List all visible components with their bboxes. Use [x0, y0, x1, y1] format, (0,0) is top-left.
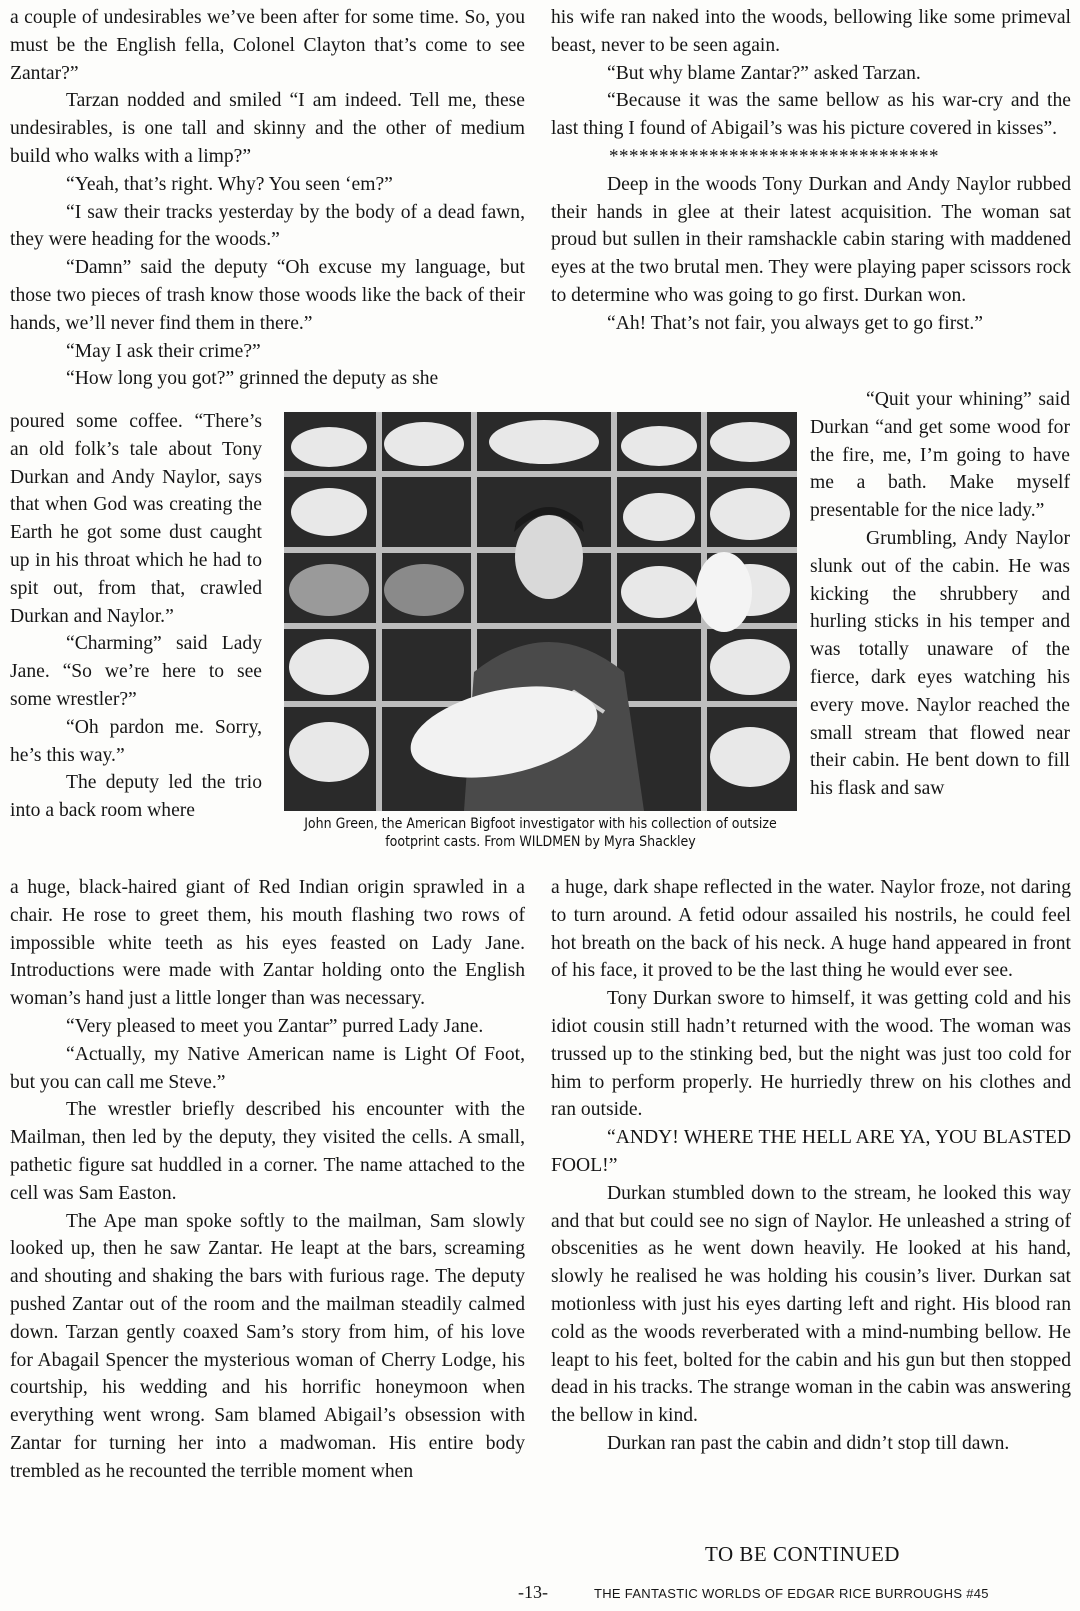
paragraph: Tony Durkan swore to himself, it was getting cold and his idiot cousin still hadn’t returned with the wood. The woman was trussed up to the stinking bed, but the night was just too cold for him to perform properly. He hurriedly threw on his clothes and ran outside.: [551, 988, 1071, 1121]
paragraph: a couple of undesirables we’ve been after for some time. So, you must be the English fella, Colonel Clayton that’s come to see Zantar?”: [10, 7, 525, 84]
right-column-bottom: [551, 874, 1071, 1458]
paragraph: The Ape man spoke softly to the mailman, Sam slowly looked up, then he saw Zantar. He leapt at the bars, screaming and shouting and shaking the bars with furious rage. The deputy pushed Zantar out of the room and the mailman steadily calmed down. Tarzan gently coaxed Sam’s story from him, of his love for Abagail Spencer the mysterious woman of Cherry Lodge, his courtship, his wedding and his horrific honeymoon when everything went wrong. Sam blamed Abigail’s obsession with Zantar for turning her into a madwoman. His entire body trembled as he recounted the terrible moment when: [10, 1210, 525, 1482]
paragraph: “Very pleased to meet you Zantar” purred Lady Jane.: [66, 1015, 484, 1037]
paragraph: Deep in the woods Tony Durkan and Andy Naylor rubbed their hands in glee at their latest acquisition. The woman sat proud but sullen in their ramshackle cabin staring with maddened eyes at the two brutal men. They were playing paper scissors rock to determine who was going to go first. Durkan won.: [551, 173, 1071, 306]
paragraph: “Charming” said Lady Jane. “So we’re here to see some wrestler?”: [10, 633, 262, 710]
paragraph: Tarzan nodded and smiled “I am indeed. Tell me, these undesirables, is one tall and skinny and the other of medium build who walks with a limp?”: [10, 90, 525, 167]
paragraph: The deputy led the trio into a back room where: [10, 772, 262, 822]
paragraph: “Quit your whining” said Durkan “and get some wood for the fire, me, I’m going to have me a bath. Make myself presentable for the nice lady.”: [810, 389, 1070, 522]
photo-figure: [284, 412, 797, 851]
paragraph: his wife ran naked into the woods, bellowing like some primeval beast, never to be seen again.: [551, 7, 1071, 56]
paragraph: “Yeah, that’s right. Why? You seen ‘em?”: [66, 173, 393, 195]
paragraph: The wrestler briefly described his encounter with the Mailman, then led by the deputy, they visited the cells. A small, pathetic figure sat huddled in a corner. The name attached to the cell was Sam Easton.: [10, 1099, 525, 1204]
paragraph: Grumbling, Andy Naylor slunk out of the cabin. He was kicking the shrubbery and hurling sticks in his temper and was totally unaware of the fierce, dark eyes watching his every move. Naylor reached the small stream that flowed near their cabin. He bent down to fill his flask and saw: [810, 527, 1070, 800]
paragraph: poured some coffee. “There’s an old folk’s tale about Tony Durkan and Andy Naylor, says that when God was creating the Earth he got some dust caught up in his throat which he had to spit out, from that, crawled Durkan and Naylor.”: [10, 411, 262, 627]
paragraph: “ANDY! WHERE THE HELL ARE YA, YOU BLASTED FOOL!”: [551, 1127, 1071, 1176]
bigfoot-casts-photo: [284, 412, 797, 811]
left-wrap-text: [10, 408, 262, 825]
left-column-bottom: [10, 874, 525, 1486]
paragraph: Durkan ran past the cabin and didn’t stop till dawn.: [607, 1432, 1010, 1454]
right-column-top: [551, 4, 1071, 338]
scene-separator: *********************************: [609, 145, 939, 167]
photo-caption: John Green, the American Bigfoot investigator with his collection of outsize footprint casts. From WILDMEN by Myra Shackley: [304, 816, 777, 850]
paragraph: “Because it was the same bellow as his war-cry and the last thing I found of Abigail’s was his picture covered in kisses”.: [551, 90, 1071, 140]
paragraph: a huge, dark shape reflected in the water. Naylor froze, not daring to turn around. A fetid odour assailed his nostrils, he could feel hot breath on the back of his neck. A huge hand appeared in front of his face, it proved to be the last thing he would ever see.: [551, 877, 1071, 982]
paragraph: a huge, black-haired giant of Red Indian origin sprawled in a chair. He rose to greet them, his mouth flashing two rows of impossible white teeth as his eyes feasted on Lady Jane. Introductions were made with Zantar holding onto the English woman’s hand just a little longer than was necessary.: [10, 877, 525, 1010]
paragraph: “How long you got?” grinned the deputy as she: [66, 368, 439, 390]
paragraph: “Damn” said the deputy “Oh excuse my language, but those two pieces of trash know those woods like the back of their hands, we’ll never find them in there.”: [10, 257, 525, 334]
right-wrap-text: [810, 386, 1070, 803]
to-be-continued: TO BE CONTINUED: [705, 1542, 900, 1566]
magazine-footer: THE FANTASTIC WORLDS OF EDGAR RICE BURROUGHS #45: [594, 1586, 989, 1601]
paragraph: “But why blame Zantar?” asked Tarzan.: [607, 62, 921, 84]
paragraph: “May I ask their crime?”: [66, 340, 261, 362]
paragraph: “Actually, my Native American name is Light Of Foot, but you can call me Steve.”: [10, 1043, 525, 1093]
page-number: -13-: [518, 1582, 548, 1602]
paragraph: “I saw their tracks yesterday by the body of a dead fawn, they were heading for the woods.”: [10, 201, 525, 251]
paragraph: Durkan stumbled down to the stream, he looked this way and that but could see no sign of Naylor. He unleashed a string of obscenities as he went down heavily. He looked at his hand, slowly he realised he was holding his cousin’s liver. Durkan sat motionless with just his eyes darting left and right. His blood ran cold as the woods reverberated with a mind-numbing bellow. He leapt to his feet, bolted for the cabin and his gun but then stopped dead in his tracks. The strange woman in the cabin was answering the bellow in kind.: [551, 1182, 1071, 1427]
left-column-top: [10, 4, 525, 393]
paragraph: “Ah! That’s not fair, you always get to go first.”: [607, 312, 983, 334]
paragraph: “Oh pardon me. Sorry, he’s this way.”: [10, 716, 262, 766]
